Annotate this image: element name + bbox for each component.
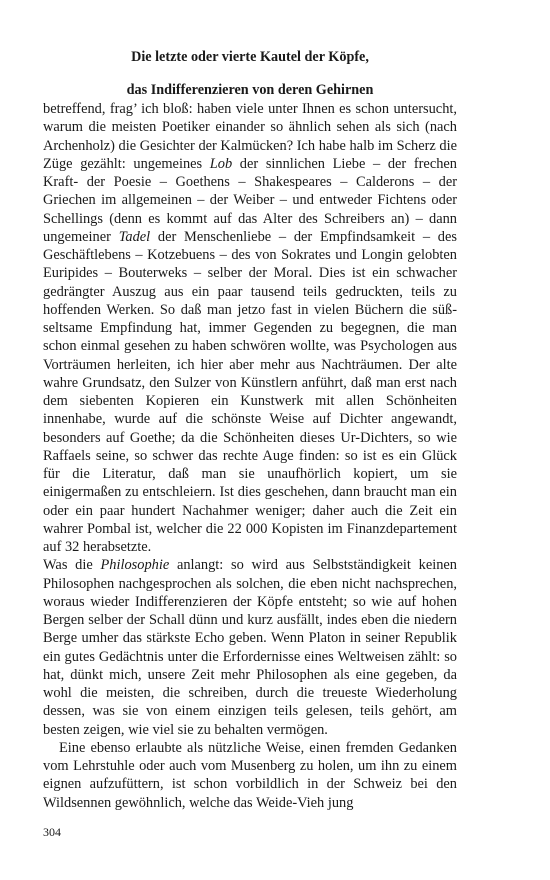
text-segment: der Menschenliebe – der Empfindsamkeit – des Geschäftlebens – Kotzebuens – des von Sokrates und Longin gelobten Euripides – Bouterweks – selber der Moral. Dies ist ein schwacher gedrängter Auszug aus ein paar tausend teils gedruckten, teils zu hoffenden Werken. So daß man jetzo fast in vielen Büchern die süß-seltsame Empfindung hat, immer Gegenden zu begegnen, die man schon einmal gesehen zu haben schwören wollte, was Psychologen aus Vorträumen herleiten, ich hier aber mehr aus Nachträumen. Der alte wahre Grundsatz, den Sulzer von Künstlern anführt, daß man erst nach dem siebenten Kopieren ein Kunstwerk mit allen Schönheiten innenhabe, wurde auf die schönste Weise auf Dichter angewandt, besonders auf Goethe; da die Schönheiten dieses Ur-Dichters, so wie Raffaels seine, so schwer das rechte Auge finden: so ist es ein Glück für die Literatur, daß man sie unaufhörlich kopiert, um sie einigermaßen zu entschleiern. Ist dies geschehen, dann braucht man ein oder ein paar hundert Nachahmer weniger; daher auch die Zeit ein wahrer Pombal ist, welcher die 22 000 Kopisten im Finanzdepartement auf 32 herabsetzte. [43, 228, 457, 555]
text-segment: anlangt: so wird aus Selbstständigkeit keinen Philosophen nachgesprochen als solchen, die eben nicht nachsprechen, woraus wieder Indifferenzieren der Köpfe entsteht; so wie auf hohen Bergen selber der Schall dünn und kurz ausfällt, indes eben die niedern Berge umher das stärkste Echo geben. Wenn Platon in seiner Republik ein gutes Gedächtnis unter die Erfordernisse eines Weltweisen zählt: so hat, dünkt mich, unsere Zeit mehr Philosophen als eine gegeben, da wohl die meisten, die schreiben, durch die treueste Wiederholung dessen, was sie von einem einzigen teils gelesen, teils gehört, am besten zeigen, wie viel sie zu behalten vermögen. [43, 557, 457, 738]
paragraph [43, 556, 457, 739]
text-segment: betreffend, frag’ ich bloß: haben viele unter Ihnen es schon untersucht, warum die meisten Poetiker einander so ähnlich sehen als sich (nach Archenholz) die Gesichter der Kalmücken? Ich habe halb im Scherz die Züge gezählt: ungemeines [43, 101, 457, 172]
paragraph [43, 100, 457, 556]
emphasized-text: Tadel [118, 228, 151, 245]
text-segment: Eine ebenso erlaubte als nützliche Weise, einen fremden Gedanken vom Lehrstuhle oder auch vom Musenberg zu holen, um ihn zu einem eignen aufzufüttern, ist schon vorbildlich in der Schweiz bei den Wildsennen gewöhnlich, welche das Weide-Vieh jung [43, 739, 457, 811]
book-page [43, 0, 457, 880]
text-segment: Was die [43, 557, 101, 574]
text-segment: der sinnlichen Liebe – der frechen Kraft- der Poesie – Goethens – Shakespeares – Calderons – der Griechen im allgemeinen – der Weiber – und entweder Fichtens oder Schellings (denn es kommt auf das Alter des Schreibers an) – dann ungemeiner [43, 155, 457, 245]
body-text [43, 100, 457, 812]
page-number: 304 [43, 825, 61, 839]
section-heading-line-1: Die letzte oder vierte Kautel der Köpfe, [131, 49, 369, 65]
emphasized-text: Lob [209, 155, 233, 172]
emphasized-text: Philosophie [100, 557, 170, 574]
paragraph [43, 739, 457, 812]
section-heading-line-2: das Indifferenzieren von deren Gehirnen [126, 82, 374, 98]
